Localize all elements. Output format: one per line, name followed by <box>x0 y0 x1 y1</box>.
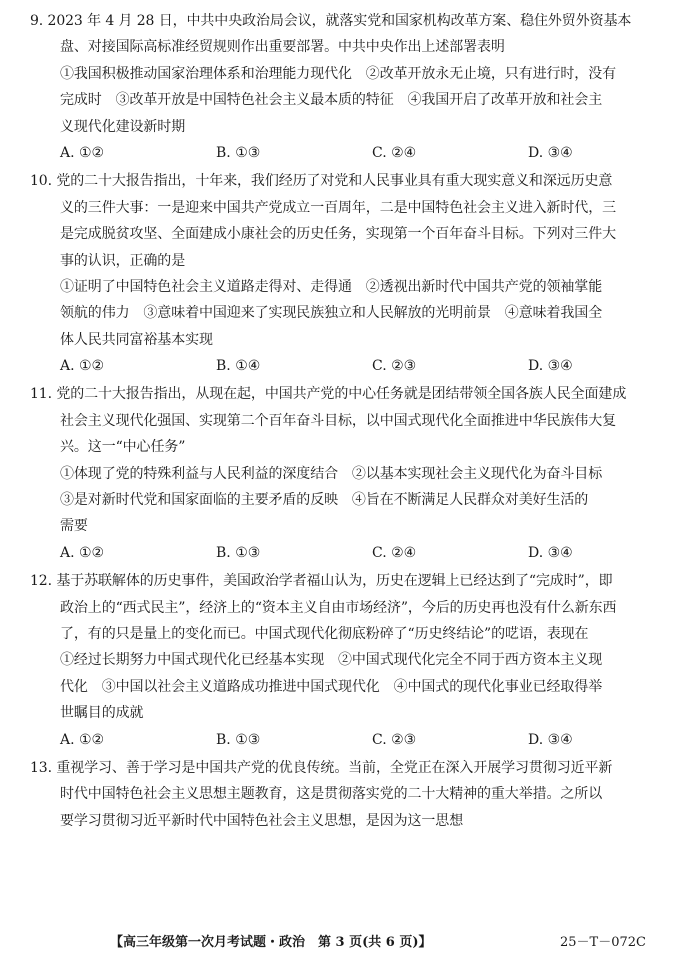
exam-page <box>30 8 652 836</box>
question-text-line: 体人民共同富裕基本实现 <box>60 331 213 348</box>
option-b[interactable]: B. ①④ <box>216 358 261 375</box>
question-text-line: ①经过长期努力中国式现代化已经基本实现 ②中国式现代化完全不同于西方资本主义现 <box>60 652 603 669</box>
question-text-line: 兴。这一“中心任务” <box>60 439 186 456</box>
question-text-line: ①证明了中国特色社会主义道路走得对、走得通 ②透视出新时代中国共产党的领袖掌能 <box>60 278 603 295</box>
footer-code: 25－T－072C <box>560 935 646 950</box>
option-d[interactable]: D. ③④ <box>528 144 573 161</box>
question-text-line: 需要 <box>60 518 88 535</box>
option-d[interactable]: D. ③④ <box>528 358 573 375</box>
option-a[interactable]: A. ①② <box>60 731 105 748</box>
option-a[interactable]: A. ①② <box>60 544 105 561</box>
question-text-line: 政治上的“西式民主”，经济上的“资本主义自由市场经济”，今后的历史再也没有什么新东西 <box>60 599 617 616</box>
question-text-line: 盘、对接国际高标准经贸规则作出重要部署。中共中央作出上述部署表明 <box>60 39 505 56</box>
answer-options <box>30 727 652 753</box>
question-text-line: 义现代化建设新时期 <box>60 118 186 135</box>
answer-options <box>30 353 652 379</box>
answer-options <box>30 140 652 166</box>
question-text-line: 11. 党的二十大报告指出，从现在起，中国共产党的中心任务就是团结带领全国各族人民全面建成 <box>30 386 627 403</box>
answer-options <box>30 540 652 566</box>
option-d[interactable]: D. ③④ <box>528 731 573 748</box>
question-10 <box>30 168 652 379</box>
option-a[interactable]: A. ①② <box>60 358 105 375</box>
question-text-line: ①体现了党的特殊利益与人民利益的深度结合 ②以基本实现社会主义现代化为奋斗目标 <box>60 465 603 482</box>
option-d[interactable]: D. ③④ <box>528 544 573 561</box>
footer-title: 【高三年级第一次月考试题・政治 第 3 页(共 6 页)】 <box>110 935 432 950</box>
option-c[interactable]: C. ②③ <box>372 358 417 375</box>
option-c[interactable]: C. ②④ <box>372 144 417 161</box>
question-text-line: 9. 2023 年 4 月 28 日，中共中央政治局会议，就落实党和国家机构改革方案、稳住外贸外资基本 <box>30 13 632 29</box>
question-text-line: 领航的伟力 ③意味着中国迎来了实现民族独立和人民解放的光明前景 ④意味着我国全 <box>60 305 603 322</box>
question-text-line: ③是对新时代党和国家面临的主要矛盾的反映 ④旨在不断满足人民群众对美好生活的 <box>60 492 589 509</box>
option-b[interactable]: B. ①③ <box>216 544 261 561</box>
question-text-line: 10. 党的二十大报告指出，十年来，我们经历了对党和人民事业具有重大现实意义和深远历史意 <box>30 173 613 190</box>
question-9 <box>30 8 652 166</box>
question-text-line: 事的认识，正确的是 <box>60 252 186 269</box>
option-c[interactable]: C. ②④ <box>372 544 417 561</box>
question-13 <box>30 755 652 834</box>
question-11 <box>30 381 652 566</box>
option-a[interactable]: A. ①② <box>60 144 105 161</box>
question-text-line: 要学习贯彻习近平新时代中国特色社会主义思想，是因为这一思想 <box>60 812 464 829</box>
option-b[interactable]: B. ①③ <box>216 731 261 748</box>
question-text-line: 代化 ③中国以社会主义道路成功推进中国式现代化 ④中国式的现代化事业已经取得举 <box>60 678 603 695</box>
question-text-line: 时代中国特色社会主义思想主题教育，这是贯彻落实党的二十大精神的重大举措。之所以 <box>60 786 603 803</box>
question-text-line: 社会主义现代化强国、实现第二个百年奋斗目标，以中国式现代化全面推进中华民族伟大复 <box>60 412 616 429</box>
question-text-line: 义的三件大事：一是迎来中国共产党成立一百周年，二是中国特色社会主义进入新时代，三 <box>60 199 616 216</box>
option-c[interactable]: C. ②③ <box>372 731 417 748</box>
question-text-line: ①我国积极推动国家治理体系和治理能力现代化 ②改革开放永无止境，只有进行时，没有 <box>60 65 616 82</box>
question-12 <box>30 568 652 753</box>
question-text-line: 世瞩目的成就 <box>60 705 144 722</box>
page-footer <box>0 931 677 955</box>
question-text-line: 了，有的只是量上的变化而已。中国式现代化彻底粉碎了“历史终结论”的呓语，表现在 <box>60 625 589 642</box>
question-text-line: 完成时 ③改革开放是中国特色社会主义最本质的特征 ④我国开启了改革开放和社会主 <box>60 92 603 109</box>
question-text-line: 是完成脱贫攻坚、全面建成小康社会的历史任务，实现第一个百年奋斗目标。下列对三件大 <box>60 226 616 243</box>
question-text-line: 12. 基于苏联解体的历史事件，美国政治学者福山认为，历史在逻辑上已经达到了“完成时”，即 <box>30 573 613 590</box>
question-text-line: 13. 重视学习、善于学习是中国共产党的优良传统。当前，全党正在深入开展学习贯彻习近平新 <box>30 759 613 776</box>
option-b[interactable]: B. ①③ <box>216 144 261 161</box>
